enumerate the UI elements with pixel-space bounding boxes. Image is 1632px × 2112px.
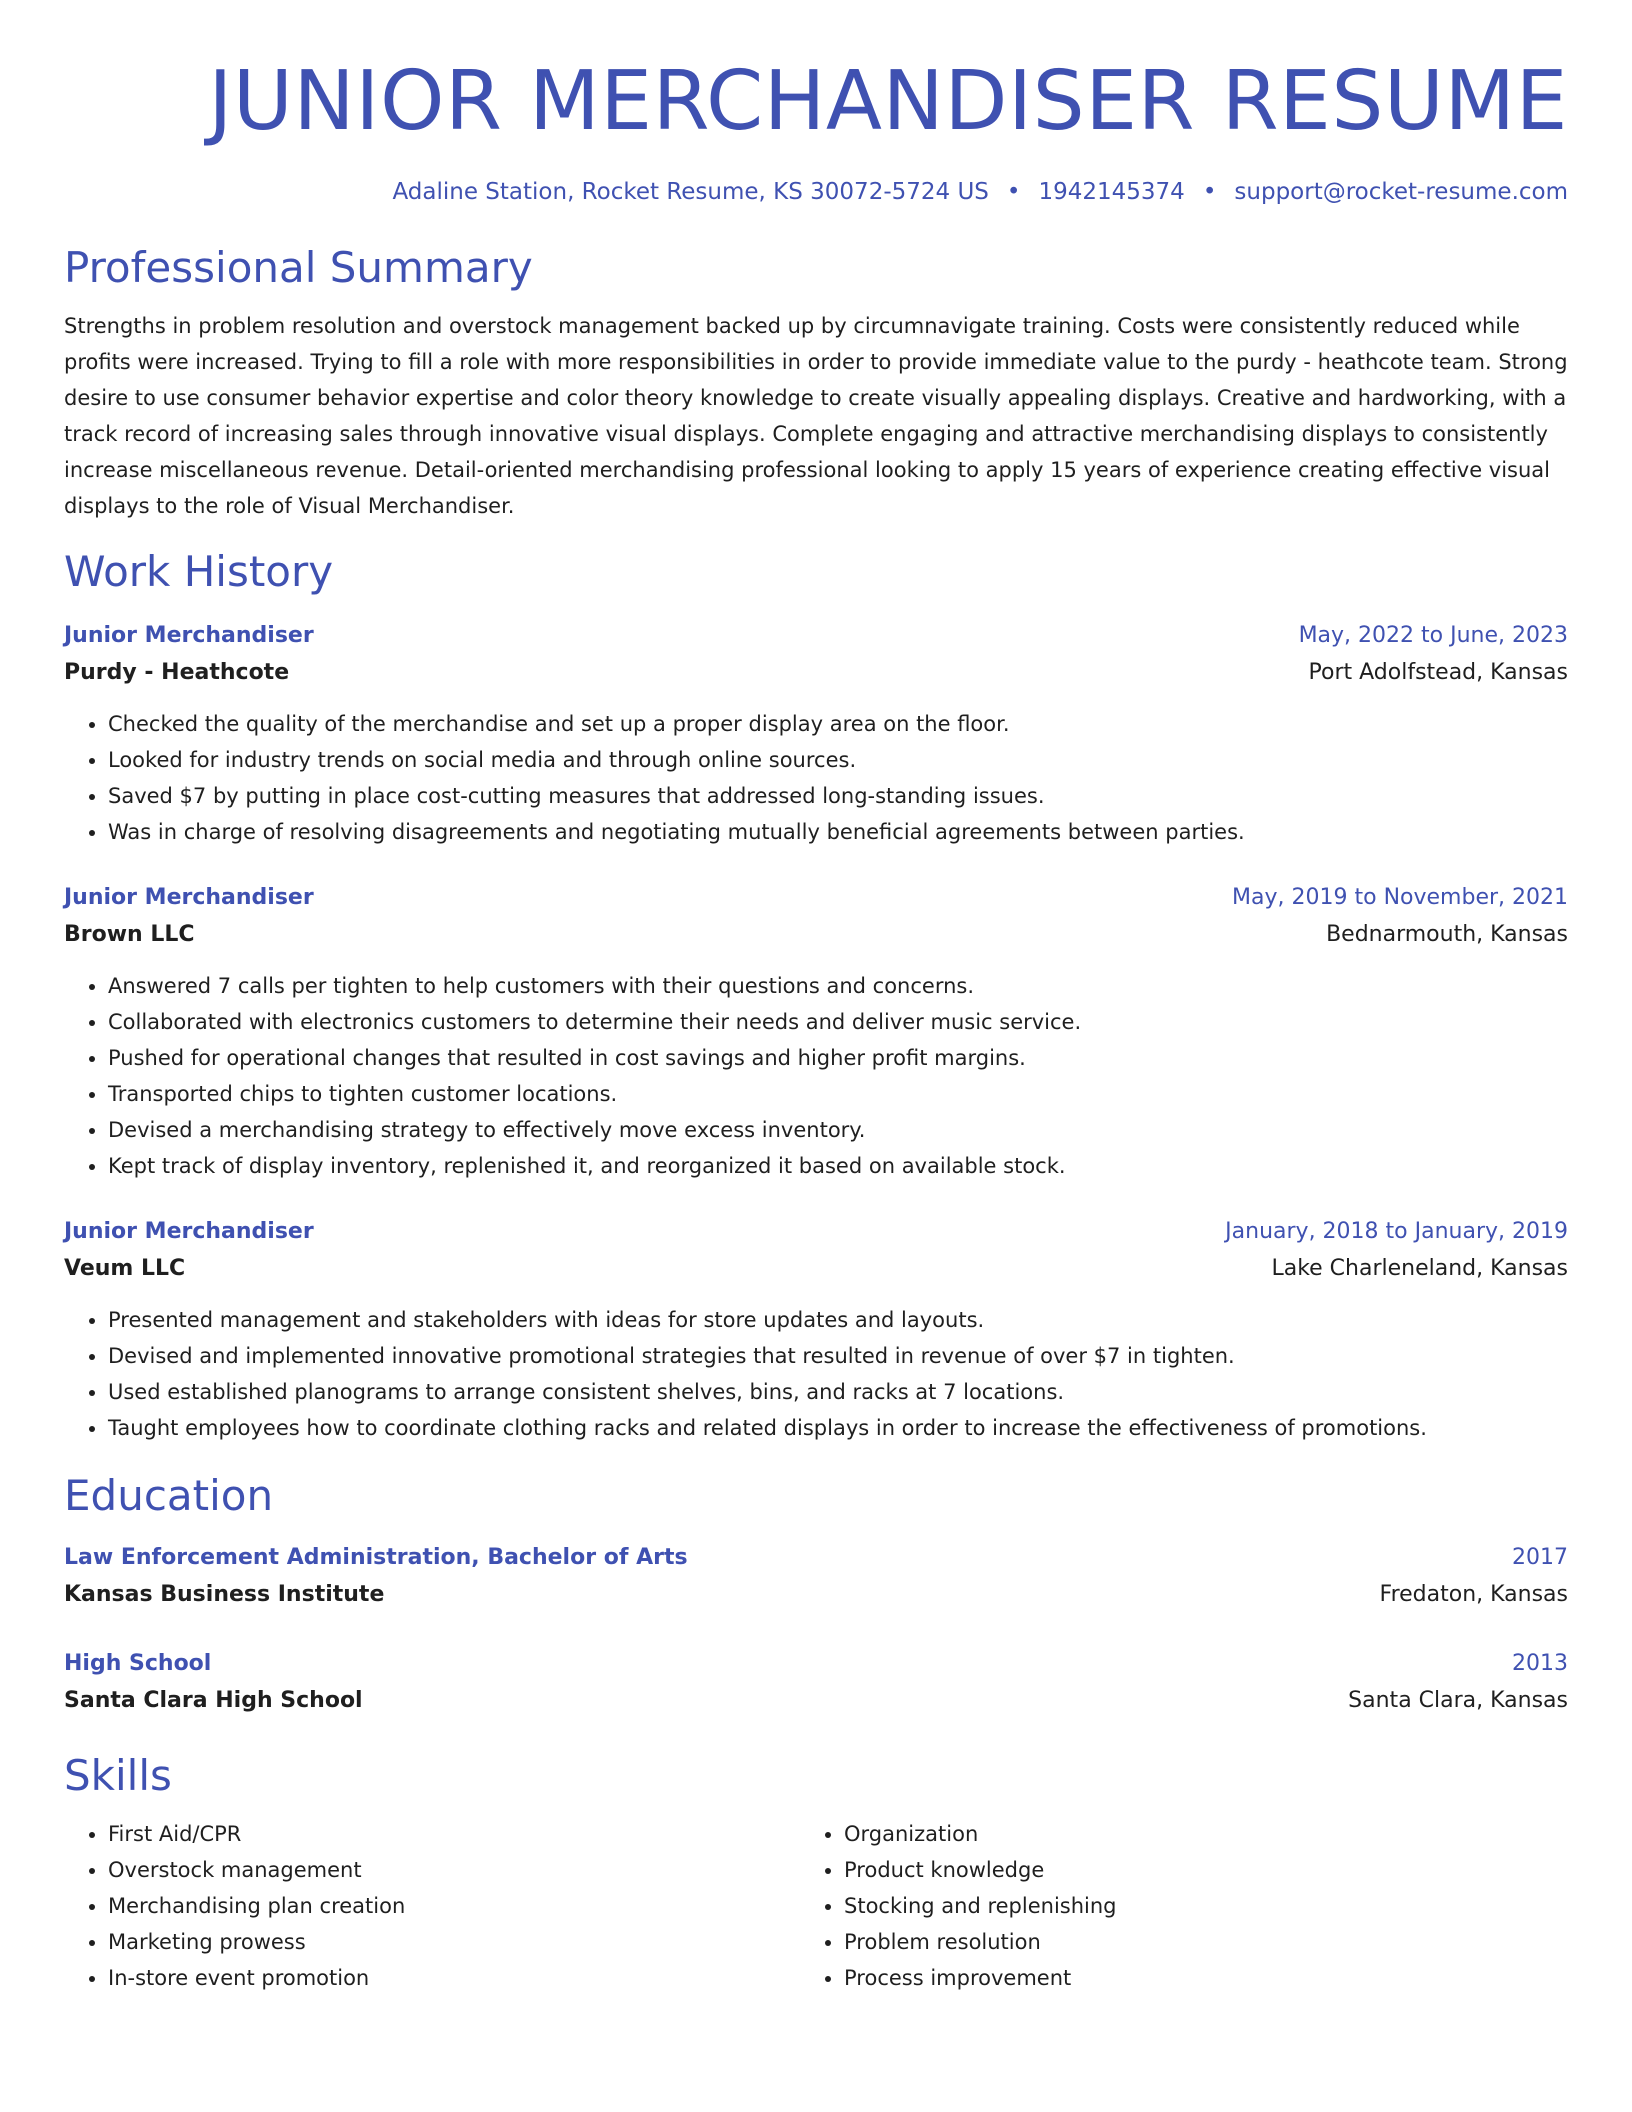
section-heading: Work History	[64, 547, 334, 596]
job-company-row	[64, 1250, 1568, 1288]
job-company: Purdy - Heathcote	[64, 660, 290, 685]
job-dates: May, 2019 to November, 2021	[1232, 885, 1568, 910]
job-location: Port Adolfstead, Kansas	[1308, 660, 1568, 685]
education-school-row	[64, 1682, 1568, 1720]
skill-item: • Organization	[844, 1816, 1536, 1852]
job-company: Veum LLC	[64, 1256, 186, 1281]
resume-title: JUNIOR MERCHANDISER RESUME	[208, 54, 1568, 149]
contact-email: support@rocket-resume.com	[1234, 179, 1568, 205]
job-bullet: • Was in charge of resolving disagreements and negotiating mutually beneficial agreements between parties.	[108, 814, 1568, 850]
summary-text: Strengths in problem resolution and overstock management backed up by circumnavigate training. Costs were consistently reduced while profits were increased. Trying to fill a role with more responsibilities in order to provide immediate value to the purdy - heathcote team. Strong desire to use consumer behavior expertise and color theory knowledge to create visually appealing displays. Creative and hardworking, with a track record of increasing sales through innovative visual displays. Complete engaging and attractive merchandising displays to consistently increase miscellaneous revenue. Detail-oriented merchandising professional looking to apply 15 years of experience creating effective visual displays to the role of Visual Merchandiser.	[64, 314, 1568, 518]
job-bullet: • Kept track of display inventory, replenished it, and reorganized it based on available stock.	[108, 1148, 1568, 1184]
job-header-row	[64, 880, 1568, 916]
job-role: Junior Merchandiser	[64, 623, 314, 648]
job-bullet: • Transported chips to tighten customer locations.	[108, 1076, 1568, 1112]
job-header-row	[64, 618, 1568, 654]
education-location: Fredaton, Kansas	[1379, 1582, 1568, 1607]
education-year: 2017	[1512, 1545, 1568, 1570]
education-section	[64, 1470, 1568, 1720]
job-bullet: • Used established planograms to arrange consistent shelves, bins, and racks at 7 locations.	[108, 1374, 1568, 1410]
skills-section	[64, 1750, 1568, 1996]
skills-list-left	[64, 1816, 800, 1996]
contact-line	[64, 176, 1568, 208]
education-degree: Law Enforcement Administration, Bachelor of Arts	[64, 1545, 688, 1570]
education-entry	[64, 1646, 1568, 1720]
job-bullet: • Answered 7 calls per tighten to help customers with their questions and concerns.	[108, 968, 1568, 1004]
skill-item: • Merchandising plan creation	[108, 1888, 800, 1924]
contact-address: Adaline Station, Rocket Resume, KS 30072-5724 US	[392, 179, 989, 205]
job-bullet: • Saved $7 by putting in place cost-cutting measures that addressed long-standing issues.	[108, 778, 1568, 814]
contact-phone: 1942145374	[1038, 179, 1185, 205]
job-bullets	[64, 1302, 1568, 1446]
job-entry	[64, 880, 1568, 1184]
job-role: Junior Merchandiser	[64, 1219, 314, 1244]
education-header-row	[64, 1646, 1568, 1682]
job-company-row	[64, 916, 1568, 954]
job-role: Junior Merchandiser	[64, 885, 314, 910]
section-heading: Skills	[64, 1751, 172, 1800]
contact-separator: •	[1202, 179, 1217, 205]
work-history-section	[64, 546, 1568, 1446]
skill-item: • Process improvement	[844, 1960, 1536, 1996]
skill-item: • Product knowledge	[844, 1852, 1536, 1888]
skills-list-right	[800, 1816, 1536, 1996]
job-header-row	[64, 1214, 1568, 1250]
skill-item: • First Aid/CPR	[108, 1816, 800, 1852]
education-header-row	[64, 1540, 1568, 1576]
job-bullet: • Collaborated with electronics customers to determine their needs and deliver music service.	[108, 1004, 1568, 1040]
professional-summary-section	[64, 242, 1568, 524]
job-bullets	[64, 706, 1568, 850]
job-dates: May, 2022 to June, 2023	[1298, 623, 1568, 648]
skill-item: • In-store event promotion	[108, 1960, 800, 1996]
skill-item: • Overstock management	[108, 1852, 800, 1888]
job-bullet: • Pushed for operational changes that resulted in cost savings and higher profit margins.	[108, 1040, 1568, 1076]
education-entry	[64, 1540, 1568, 1614]
section-heading: Education	[64, 1471, 274, 1520]
job-bullet: • Devised and implemented innovative promotional strategies that resulted in revenue of over $7 in tighten.	[108, 1338, 1568, 1374]
education-year: 2013	[1512, 1651, 1568, 1676]
job-entry	[64, 618, 1568, 850]
job-bullet: • Presented management and stakeholders with ideas for store updates and layouts.	[108, 1302, 1568, 1338]
section-heading: Professional Summary	[64, 243, 533, 292]
job-entry	[64, 1214, 1568, 1446]
skill-item: • Problem resolution	[844, 1924, 1536, 1960]
job-dates: January, 2018 to January, 2019	[1225, 1219, 1568, 1244]
job-company: Brown LLC	[64, 922, 195, 947]
job-location: Bednarmouth, Kansas	[1326, 922, 1568, 947]
education-school: Santa Clara High School	[64, 1688, 363, 1713]
education-school-row	[64, 1576, 1568, 1614]
skill-item: • Stocking and replenishing	[844, 1888, 1536, 1924]
job-bullets	[64, 968, 1568, 1184]
education-degree: High School	[64, 1651, 212, 1676]
education-school: Kansas Business Institute	[64, 1582, 385, 1607]
education-location: Santa Clara, Kansas	[1348, 1688, 1568, 1713]
job-bullet: • Checked the quality of the merchandise and set up a proper display area on the floor.	[108, 706, 1568, 742]
resume-header	[64, 52, 1568, 208]
skills-columns	[64, 1816, 1568, 1996]
job-bullet: • Looked for industry trends on social media and through online sources.	[108, 742, 1568, 778]
job-location: Lake Charleneland, Kansas	[1271, 1256, 1568, 1281]
job-bullet: • Taught employees how to coordinate clothing racks and related displays in order to increase the effectiveness of promotions.	[108, 1410, 1568, 1446]
contact-separator: •	[1006, 179, 1021, 205]
job-bullet: • Devised a merchandising strategy to effectively move excess inventory.	[108, 1112, 1568, 1148]
skill-item: • Marketing prowess	[108, 1924, 800, 1960]
job-company-row	[64, 654, 1568, 692]
